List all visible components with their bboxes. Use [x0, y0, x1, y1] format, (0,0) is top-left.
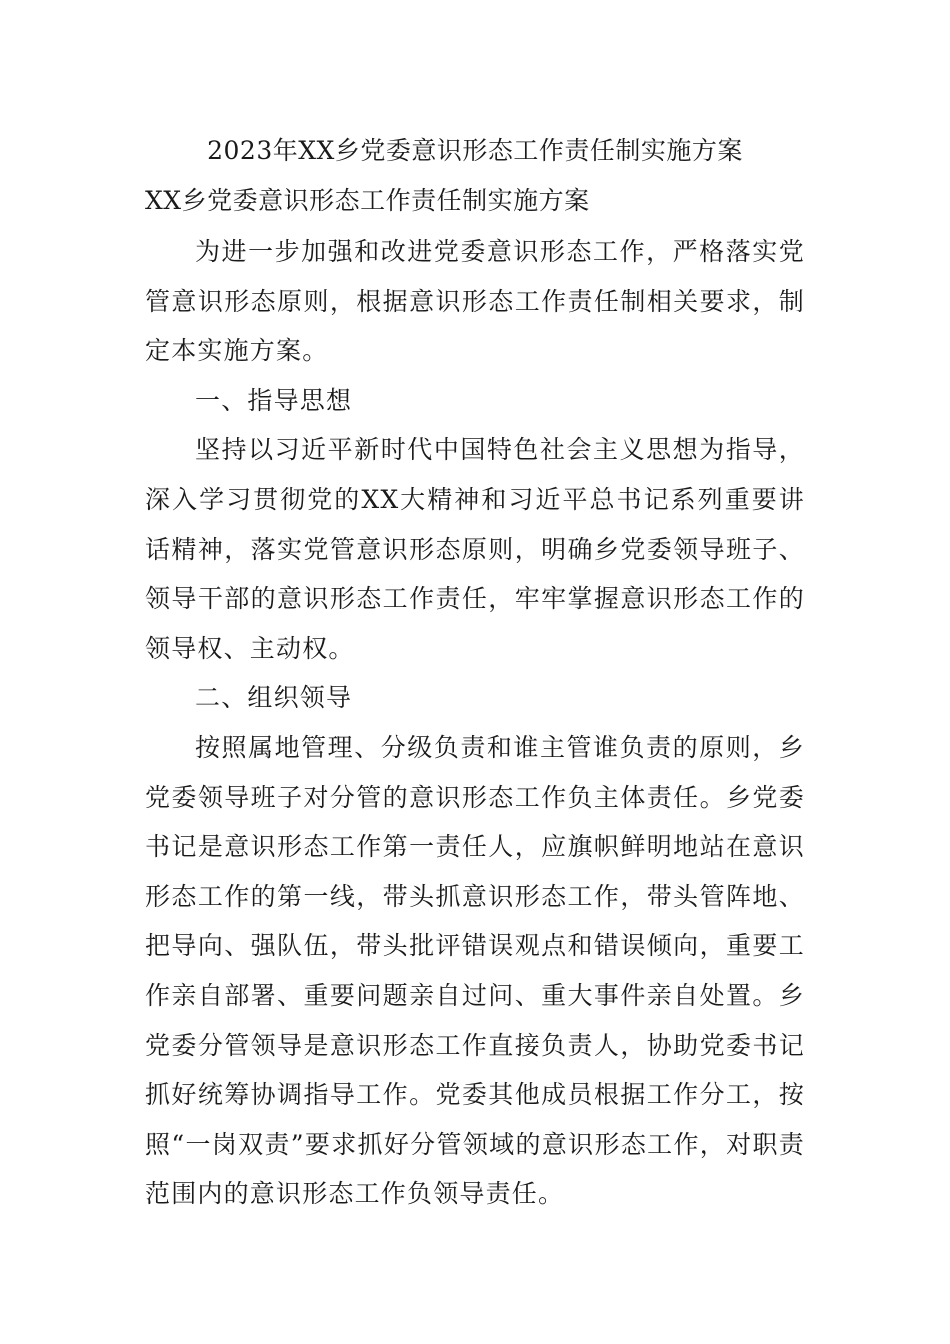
section-heading-organizational-leadership: 二、组织领导 — [195, 683, 353, 713]
section-heading-guiding-ideology: 一、指导思想 — [195, 385, 353, 415]
intro-paragraph: 为进一步加强和改进党委意识形态工作，严格落实党管意识形态原则，根据意识形态工作责任制相关要求，制定本实施方案。 — [145, 237, 805, 366]
document-subtitle: XX乡党委意识形态工作责任制实施方案 — [145, 186, 590, 215]
guiding-ideology-paragraph: 坚持以习近平新时代中国特色社会主义思想为指导，深入学习贯彻党的XX大精神和习近平总书记系列重要讲话精神，落实党管意识形态原则，明确乡党委领导班子、领导干部的意识形态工作责任，牢牢掌握意识形态工作的领导权、主动权。 — [145, 435, 805, 663]
document-title: 2023年XX乡党委意识形态工作责任制实施方案 — [207, 136, 743, 165]
organizational-leadership-paragraph: 按照属地管理、分级负责和谁主管谁负责的原则，乡党委领导班子对分管的意识形态工作负主体责任。乡党委书记是意识形态工作第一责任人，应旗帜鲜明地站在意识形态工作的第一线，带头抓意识形态工作，带头管阵地、把导向、强队伍，带头批评错误观点和错误倾向，重要工作亲自部署、重要问题亲自过问、重大事件亲自处置。乡党委分管领导是意识形态工作直接负责人，协助党委书记抓好统筹协调指导工作。党委其他成员根据工作分工，按照“一岗双责”要求抓好分管领域的意识形态工作，对职责范围内的意识形态工作负领导责任。 — [145, 732, 805, 1209]
document-body — [145, 227, 805, 1219]
